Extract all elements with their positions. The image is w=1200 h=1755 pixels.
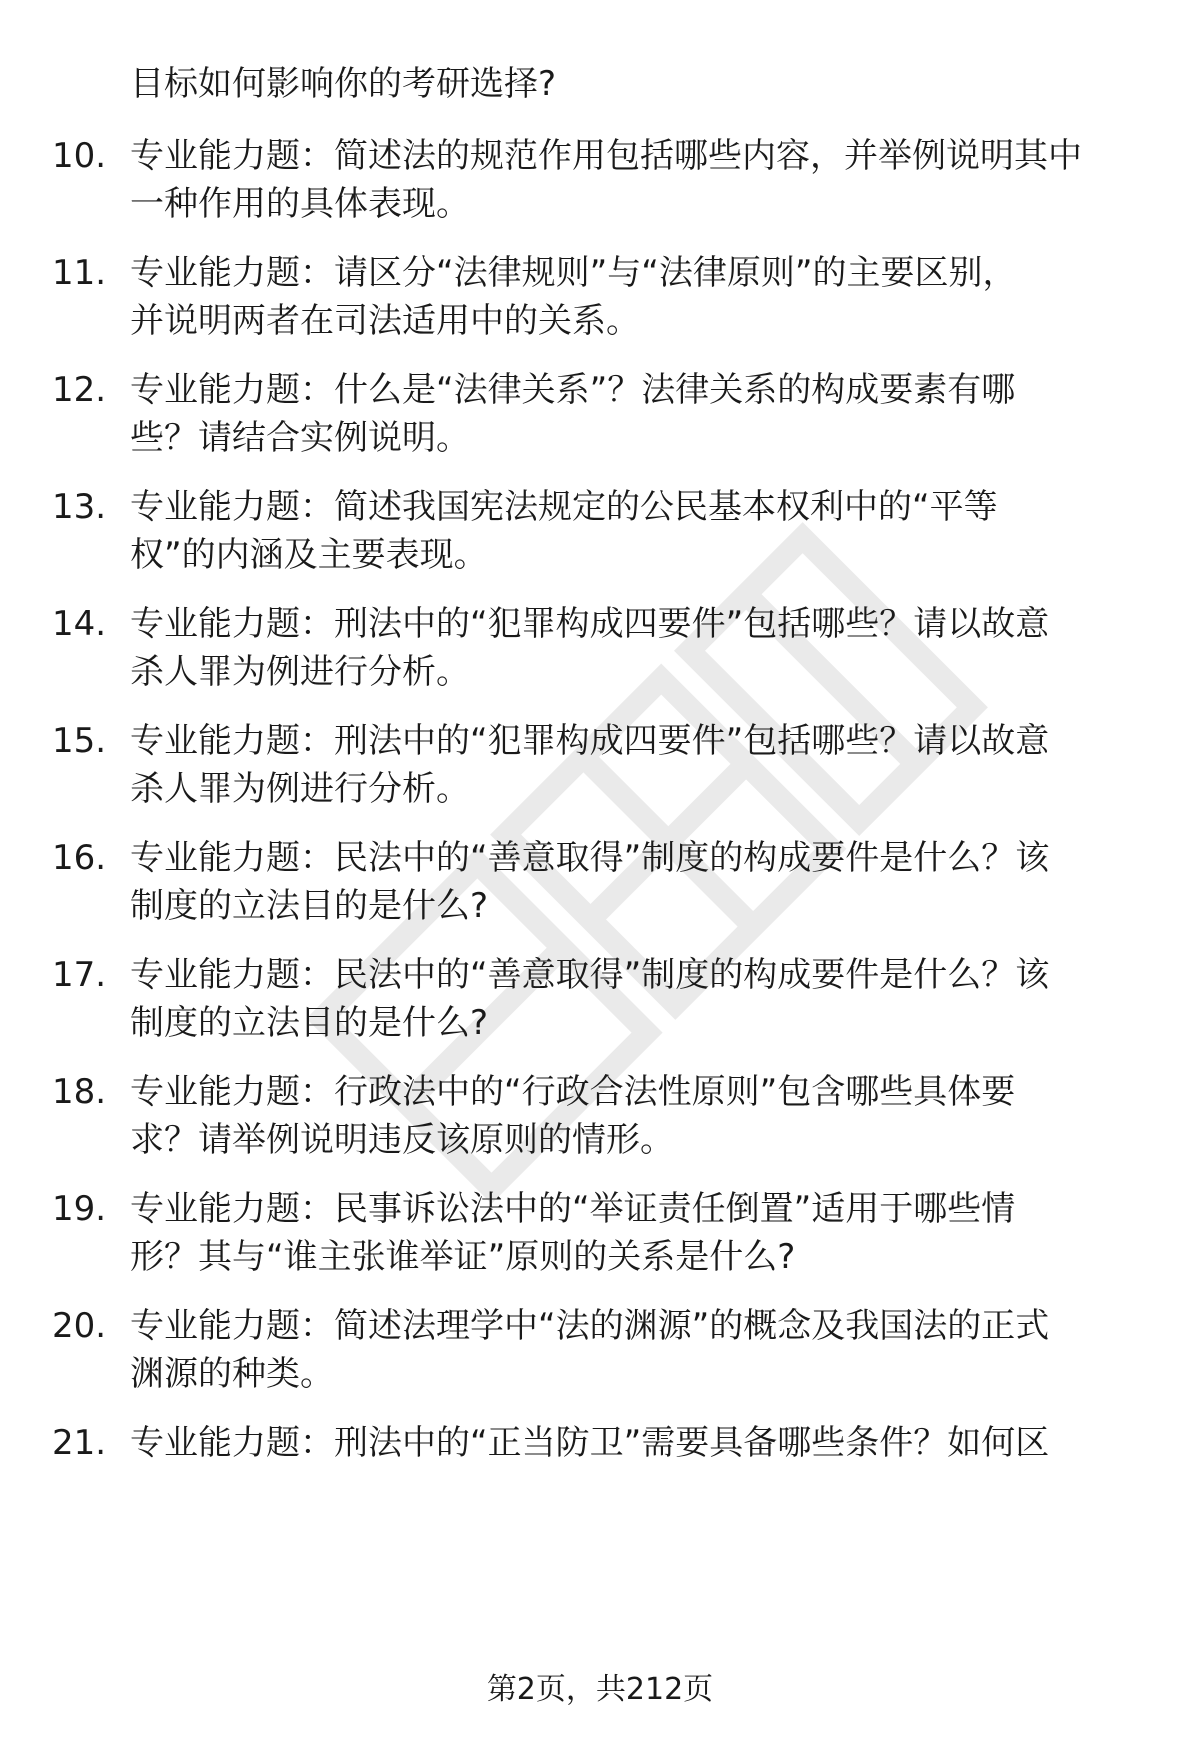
item-text-line1: 专业能力题：什么是“法律关系”？法律关系的构成要素有哪: [130, 370, 1016, 410]
item-number: 19.: [52, 1189, 107, 1229]
item-text-line2: 些？请结合实例说明。: [130, 418, 470, 458]
item-text-line1: 专业能力题：刑法中的“犯罪构成四要件”包括哪些？请以故意: [130, 604, 1050, 644]
item-text-line2: 杀人罪为例进行分析。: [130, 652, 470, 692]
list-item: [0, 598, 1200, 702]
item-number: 13.: [52, 487, 107, 527]
item-text-line2: 渊源的种类。: [130, 1354, 334, 1394]
list-item: [0, 949, 1200, 1053]
list-item: [0, 481, 1200, 585]
list-item: [0, 1300, 1200, 1404]
list-item: [0, 715, 1200, 819]
item-text-line1: 专业能力题：刑法中的“犯罪构成四要件”包括哪些？请以故意: [130, 721, 1050, 761]
item-text-line2: 权”的内涵及主要表现。: [130, 535, 488, 575]
item-number: 15.: [52, 721, 107, 761]
item-text-line2: 求？请举例说明违反该原则的情形。: [130, 1120, 674, 1160]
list-item: [0, 1417, 1200, 1521]
item-text-line1: 专业能力题：简述法理学中“法的渊源”的概念及我国法的正式: [130, 1306, 1050, 1346]
item-text-line2: 形？其与“谁主张谁举证”原则的关系是什么?: [130, 1237, 796, 1277]
item-text-line1: 专业能力题：简述我国宪法规定的公民基本权利中的“平等: [130, 487, 998, 527]
list-item: [0, 364, 1200, 468]
item-text-line1: 专业能力题：简述法的规范作用包括哪些内容，并举例说明其中: [130, 136, 1082, 176]
item-number: 10.: [52, 136, 107, 176]
item-text-line1: 专业能力题：民法中的“善意取得”制度的构成要件是什么？该: [130, 955, 1050, 995]
page-footer: 第2页，共212页: [486, 1672, 714, 1707]
item-number: 12.: [52, 370, 107, 410]
list-item: [0, 247, 1200, 351]
item-number: 11.: [52, 253, 107, 293]
item-text-line2: 一种作用的具体表现。: [130, 184, 470, 224]
item-text-line2: 制度的立法目的是什么?: [130, 1003, 489, 1043]
item-text-line2: 并说明两者在司法适用中的关系。: [130, 301, 640, 341]
continuation-line: 目标如何影响你的考研选择?: [130, 64, 557, 104]
list-item: [0, 130, 1200, 234]
item-number: 16.: [52, 838, 107, 878]
item-text-line1: 专业能力题：民法中的“善意取得”制度的构成要件是什么？该: [130, 838, 1050, 878]
list-item: [0, 1066, 1200, 1170]
item-text-line2: 杀人罪为例进行分析。: [130, 769, 470, 809]
item-number: 17.: [52, 955, 107, 995]
item-text-line1: 专业能力题：民事诉讼法中的“举证责任倒置”适用于哪些情: [130, 1189, 1016, 1229]
item-text-line1: 专业能力题：刑法中的“正当防卫”需要具备哪些条件？如何区: [130, 1423, 1050, 1463]
item-number: 20.: [52, 1306, 107, 1346]
item-text-line2: 制度的立法目的是什么?: [130, 886, 489, 926]
list-item: [0, 1183, 1200, 1287]
list-item: [0, 832, 1200, 936]
item-number: 14.: [52, 604, 107, 644]
item-number: 18.: [52, 1072, 107, 1112]
item-text-line1: 专业能力题：请区分“法律规则”与“法律原则”的主要区别，: [130, 253, 1017, 293]
item-number: 21.: [52, 1423, 107, 1463]
item-text-line1: 专业能力题：行政法中的“行政合法性原则”包含哪些具体要: [130, 1072, 1016, 1112]
